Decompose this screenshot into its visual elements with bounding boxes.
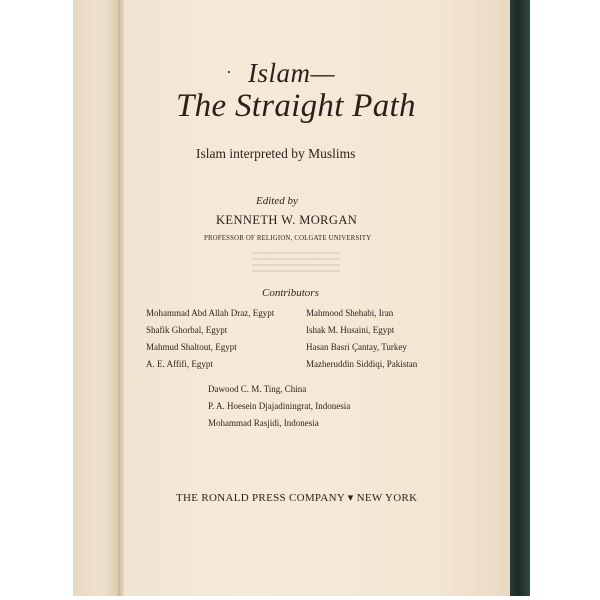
editor-name: KENNETH W. MORGAN — [216, 213, 358, 227]
contributor-bottom-3: Mohammad Rasjidi, Indonesia — [208, 418, 319, 428]
publisher-imprint: THE RONALD PRESS COMPANY ▾ NEW YORK — [176, 492, 418, 504]
contributors-heading: Contributors — [262, 287, 319, 299]
bleed-through-text — [252, 252, 340, 274]
contributor-left-2: Shafik Ghorbal, Egypt — [146, 325, 228, 335]
ink-speck — [228, 71, 230, 73]
title-line-2: The Straight Path — [176, 88, 416, 124]
contributor-left-1: Mohammad Abd Allah Draz, Egypt — [146, 308, 275, 318]
edited-by-label: Edited by — [256, 195, 298, 207]
contributor-left-4: A. E. Affifi, Egypt — [146, 359, 213, 369]
book-cover-edge — [510, 0, 530, 596]
subtitle: Islam interpreted by Muslims — [196, 146, 356, 161]
contributor-right-3: Hasan Basri Çantay, Turkey — [306, 342, 407, 352]
title-line-1: Islam— — [248, 58, 336, 88]
contributor-right-4: Mazheruddin Siddiqi, Pakistan — [306, 359, 418, 369]
contributor-right-2: Ishak M. Husaini, Egypt — [306, 325, 395, 335]
contributor-bottom-2: P. A. Hoesein Djajadiningrat, Indonesia — [208, 401, 351, 411]
contributor-left-3: Mahmud Shaltout, Egypt — [146, 342, 237, 352]
contributor-bottom-1: Dawood C. M. Ting, China — [208, 384, 307, 394]
editor-role: PROFESSOR OF RELIGION, COLGATE UNIVERSITY — [204, 235, 372, 242]
left-page-edge — [73, 0, 122, 596]
contributor-right-1: Mahmood Shehabi, Iran — [306, 308, 394, 318]
